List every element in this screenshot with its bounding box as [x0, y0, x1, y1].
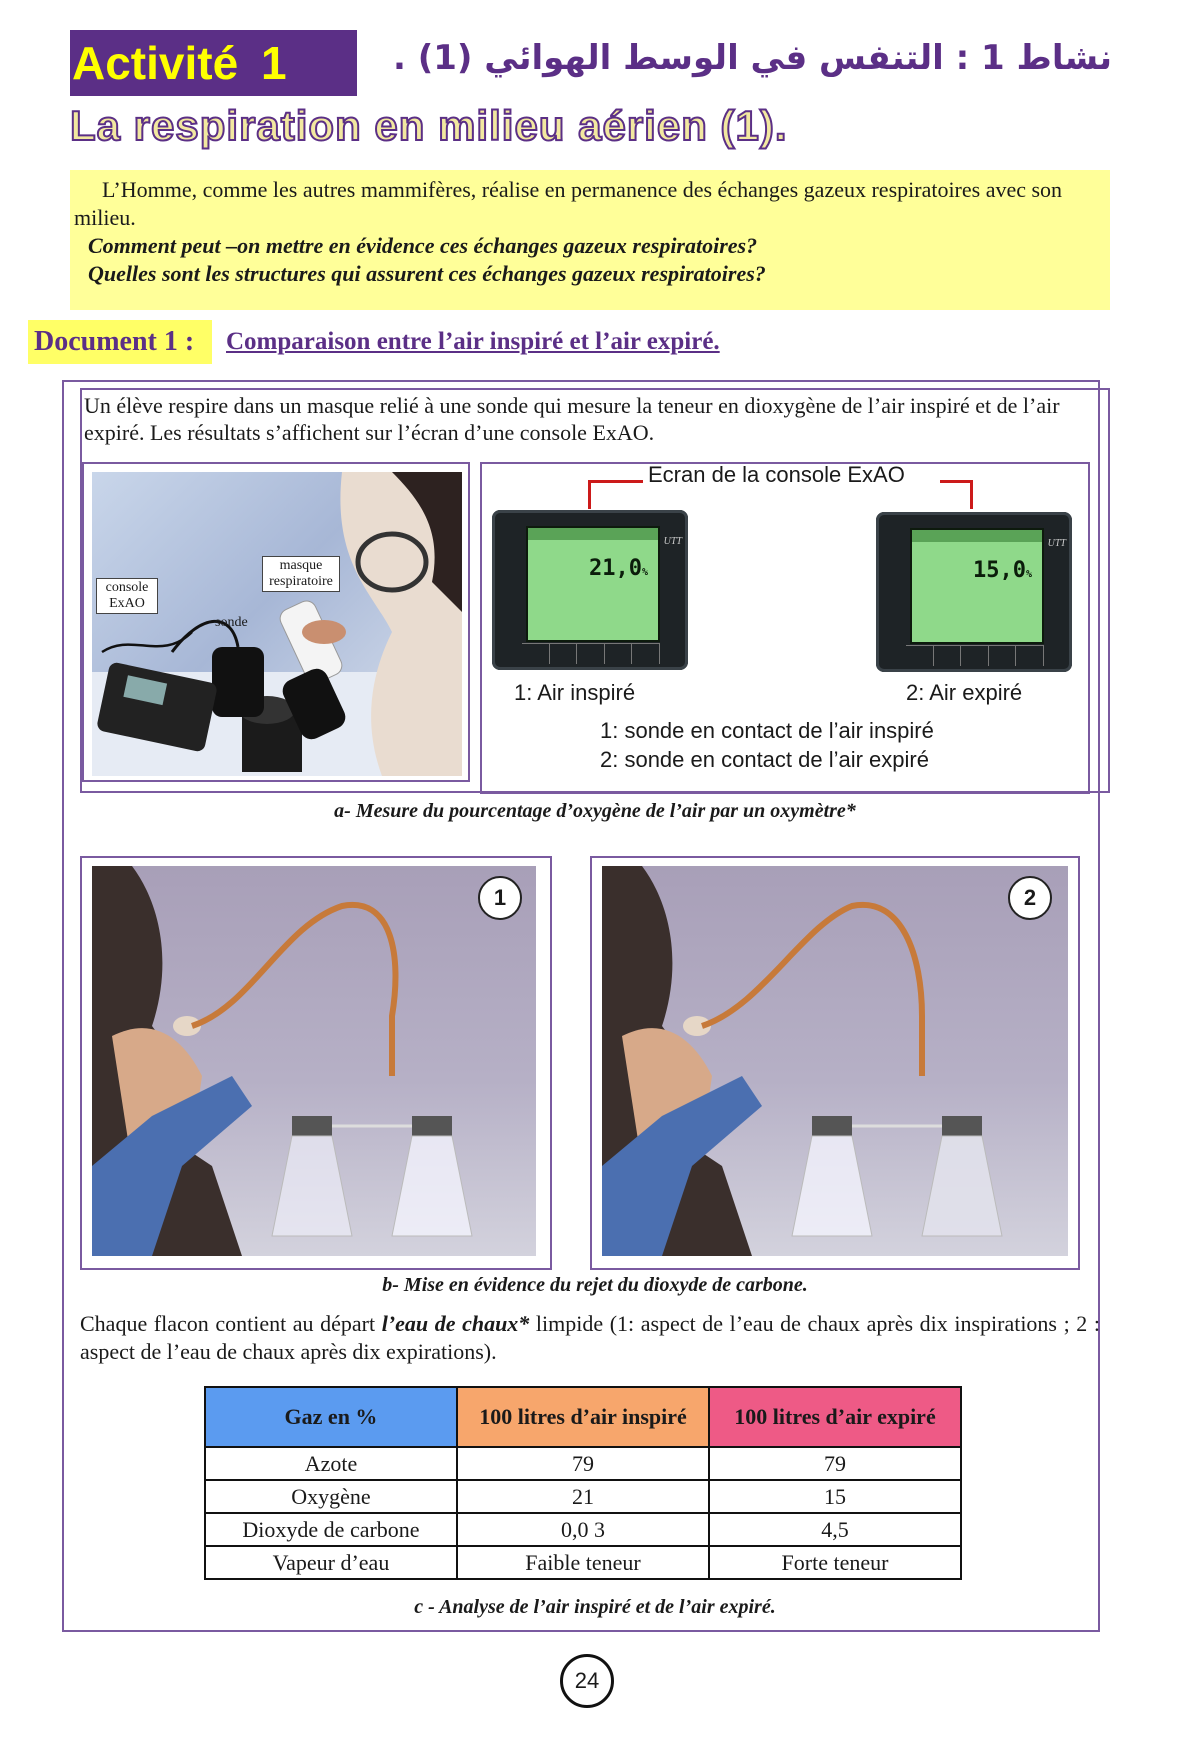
cell-inspired: 79 [457, 1447, 709, 1480]
brand-1: UTT [663, 536, 682, 547]
cell-expired: 15 [709, 1480, 961, 1513]
cell-expired: Forte teneur [709, 1546, 961, 1579]
document-title: Comparaison entre l’air inspiré et l’air expiré. [226, 328, 720, 355]
intro-question-2: Quelles sont les structures qui assurent ces échanges gazeux respiratoires? [88, 261, 766, 286]
table-header-row [205, 1387, 961, 1447]
reading-expired: 15,0 [972, 558, 1026, 583]
activity-badge: Activité 1 [70, 30, 357, 96]
brand-2: UTT [1047, 538, 1066, 549]
reading-inspired: 21,0 [588, 556, 642, 581]
console-screen-2 [876, 512, 1072, 672]
caption-c: c - Analyse de l’air inspiré et de l’air expiré. [414, 1596, 776, 1618]
limewater-paragraph [80, 1310, 1100, 1366]
oxymeter-illustration [92, 472, 462, 776]
paragraph-part2: limpide (1: aspect de l’eau de chaux après dix inspirations ; 2 : aspect de l’eau de chaux après dix expirations). [80, 1311, 1100, 1364]
limewater-illustration-1 [92, 866, 536, 1256]
screen1-label: 1: Air inspiré [514, 680, 636, 705]
gas-table [204, 1386, 962, 1580]
cell-inspired: 21 [457, 1480, 709, 1513]
legend-2: 2: sonde en contact de l’air expiré [600, 747, 929, 772]
unit-1: % [641, 567, 648, 578]
console-label: console ExAO [96, 578, 158, 614]
caption-a: a- Mesure du pourcentage d’oxygène de l’air par un oxymètre* [334, 800, 856, 822]
unit-2: % [1025, 569, 1032, 580]
paragraph-emphasis: l’eau de chaux* [381, 1311, 530, 1336]
limewater-illustration-2 [602, 866, 1068, 1256]
masque-label: masque respiratoire [262, 556, 340, 592]
intro-text: L’Homme, comme les autres mammifères, réalise en permanence des échanges gazeux respiratoires avec son milieu. [74, 177, 1063, 230]
table-row [205, 1447, 961, 1480]
arabic-title: نشاط 1 : التنفس في الوسط الهوائي (1) . [392, 38, 1112, 78]
header-gas: Gaz en % [205, 1387, 457, 1447]
table-row [205, 1513, 961, 1546]
table-row [205, 1546, 961, 1579]
photo-number-2: 2 [1008, 876, 1052, 920]
page-number: 24 [560, 1654, 614, 1708]
cell-expired: 4,5 [709, 1513, 961, 1546]
screen-title: Ecran de la console ExAO [648, 462, 905, 487]
sonde-label: sonde [215, 615, 248, 630]
legend-1: 1: sonde en contact de l’air inspiré [600, 718, 934, 743]
document-description: Un élève respire dans un masque relié à une sonde qui mesure la teneur en dioxygène de l’air inspiré et de l’air expiré. Les résultats s’affichent sur l’écran d’une console ExAO. [84, 393, 1060, 445]
cell-inspired: Faible teneur [457, 1546, 709, 1579]
page-title: La respiration en milieu aérien (1). [70, 102, 788, 149]
limewater-photo-2 [602, 866, 1068, 1256]
table-row [205, 1480, 961, 1513]
document-label: Document 1 : [28, 320, 212, 364]
photo-number-1: 1 [478, 876, 522, 920]
caption-b: b- Mise en évidence du rejet du dioxyde de carbone. [382, 1274, 808, 1296]
cell-expired: 79 [709, 1447, 961, 1480]
intro-question-1: Comment peut –on mettre en évidence ces échanges gazeux respiratoires? [88, 233, 758, 258]
oxymeter-photo [92, 472, 462, 776]
cell-inspired: 0,0 3 [457, 1513, 709, 1546]
cell-gas: Vapeur d’eau [205, 1546, 457, 1579]
cell-gas: Azote [205, 1447, 457, 1480]
paragraph-part1: Chaque flacon contient au départ [80, 1311, 382, 1336]
bracket-right [940, 480, 973, 509]
console-screen-1 [492, 510, 688, 670]
header-inspired: 100 litres d’air inspiré [457, 1387, 709, 1447]
cell-gas: Oxygène [205, 1480, 457, 1513]
intro-box [70, 170, 1110, 310]
screen2-label: 2: Air expiré [906, 680, 1023, 705]
bracket-left [588, 480, 643, 509]
header-expired: 100 litres d’air expiré [709, 1387, 961, 1447]
cell-gas: Dioxyde de carbone [205, 1513, 457, 1546]
limewater-photo-1 [92, 866, 536, 1256]
